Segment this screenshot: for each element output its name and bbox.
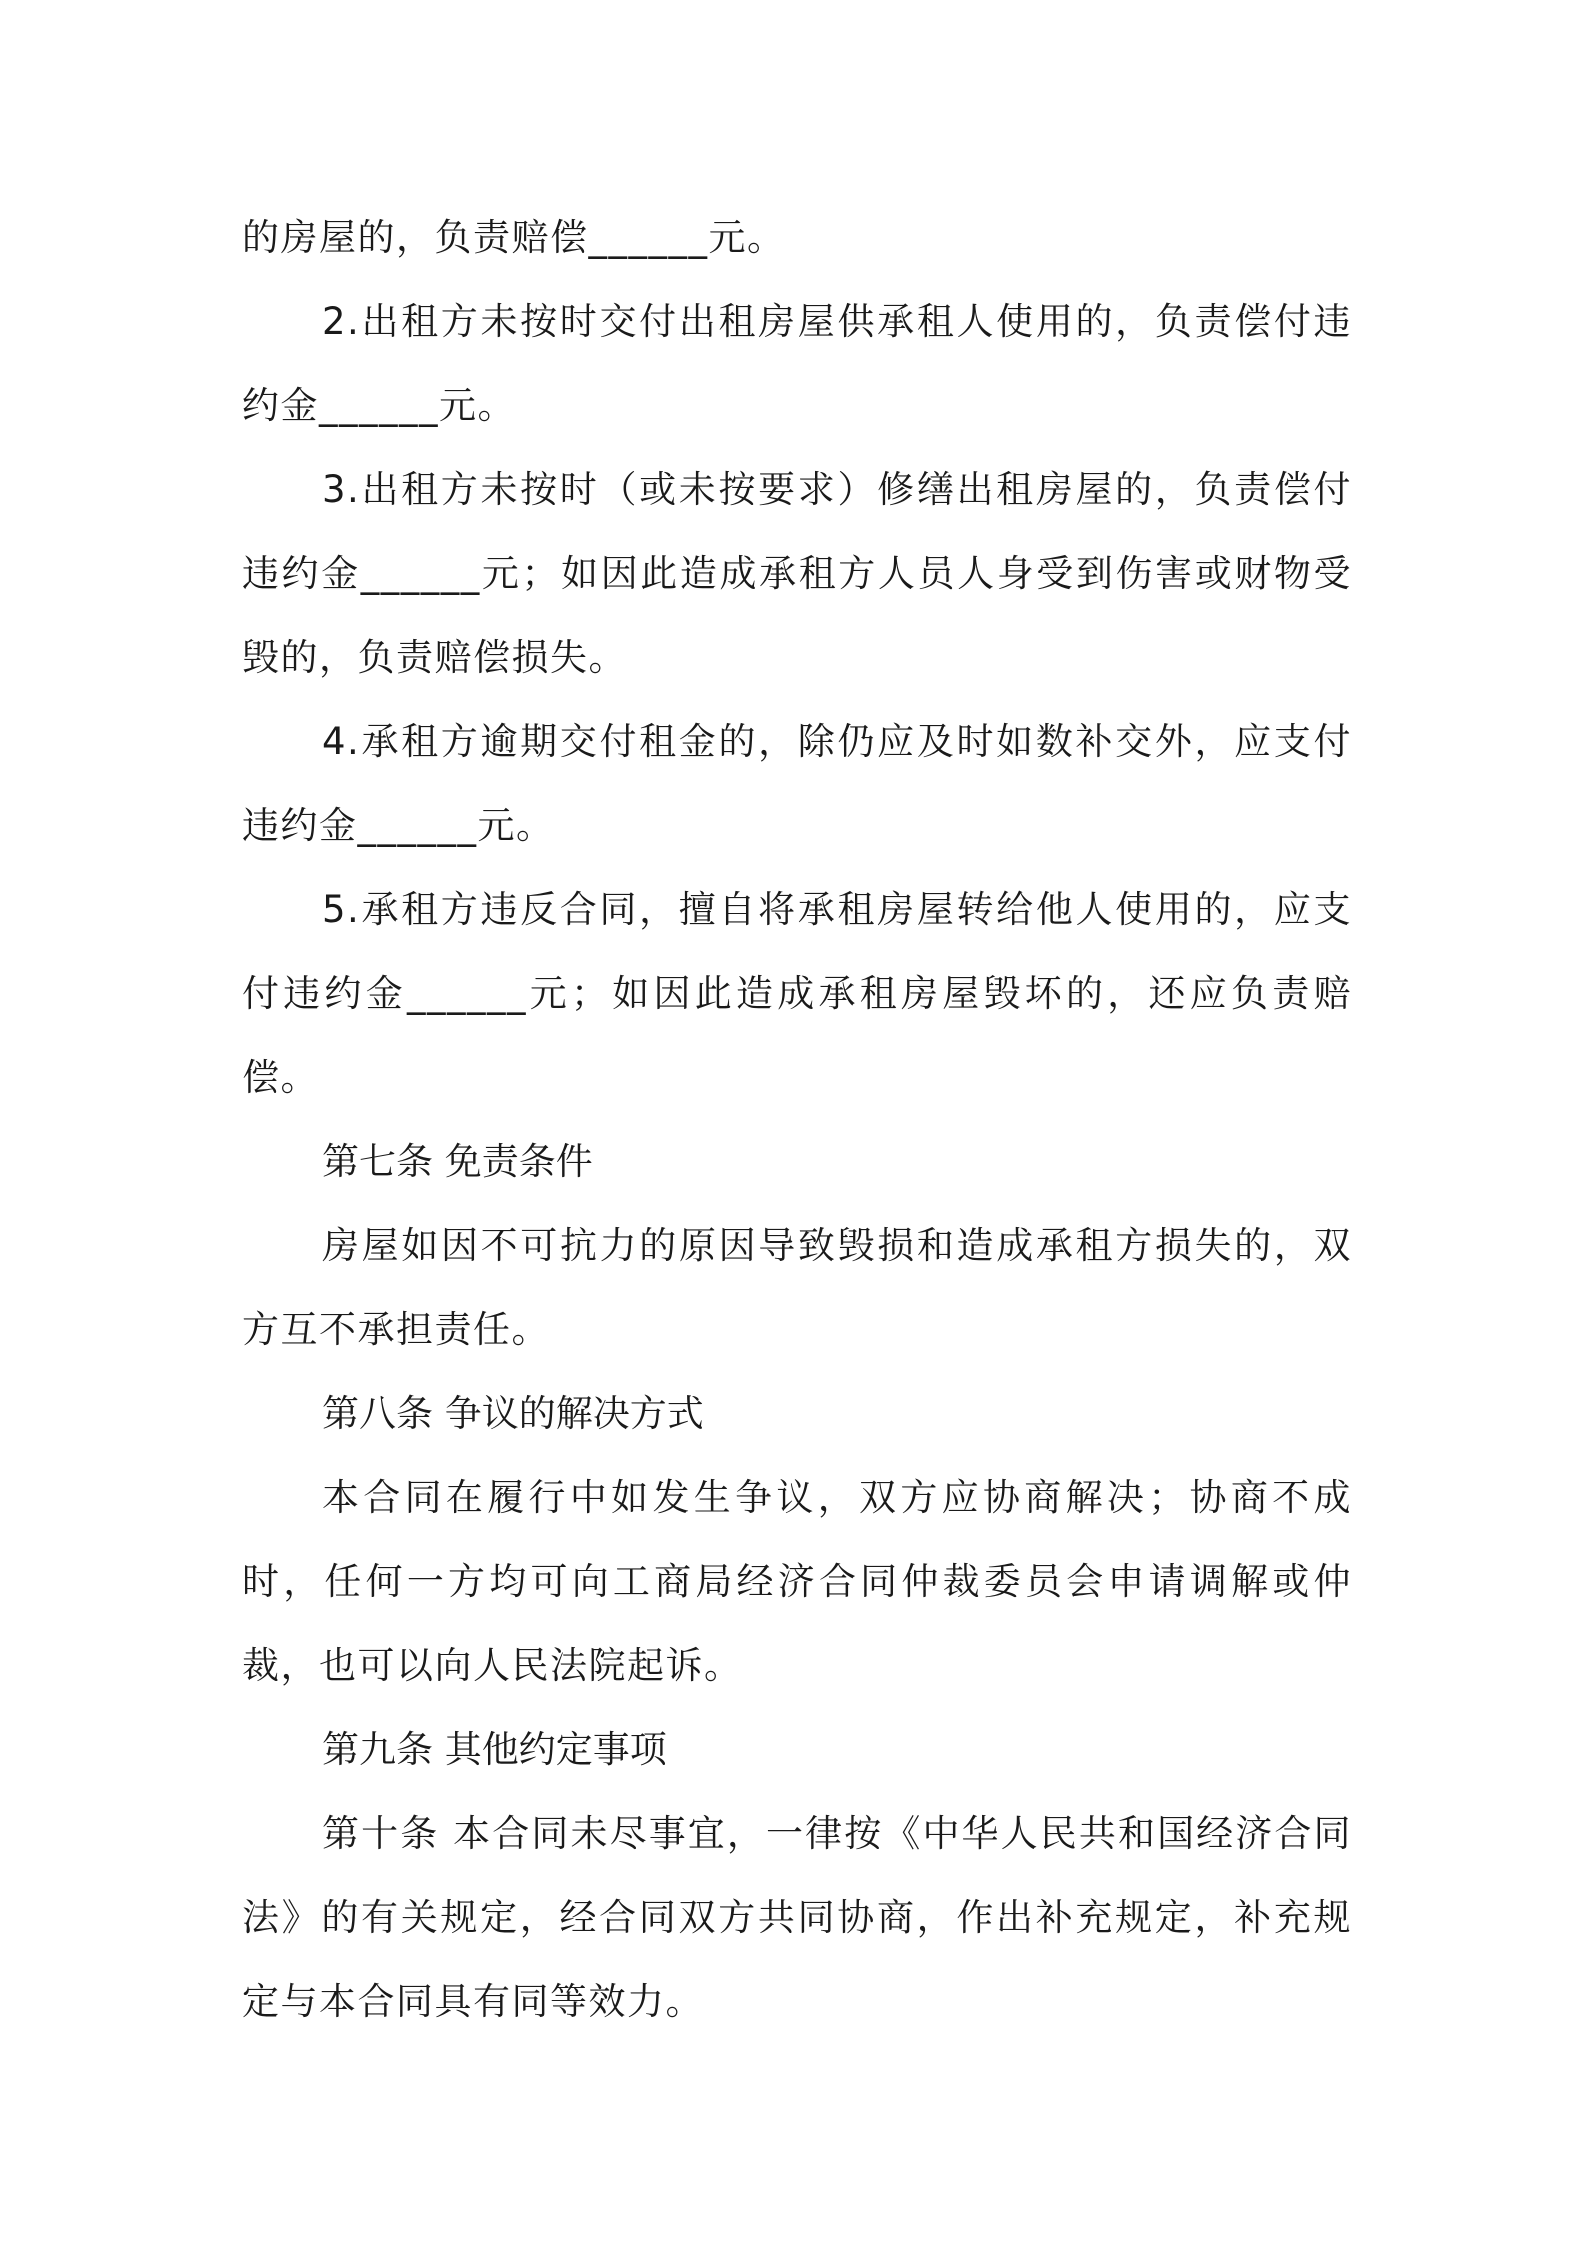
article-9-heading: 第九条 其他约定事项 <box>322 1728 667 1771</box>
paragraph-clause-2: 2.出租方未按时交付出租房屋供承租人使用的，负责偿付违约金______元。 <box>242 300 1352 427</box>
article-7-body: 房屋如因不可抗力的原因导致毁损和造成承租方损失的，双方互不承担责任。 <box>242 1224 1352 1351</box>
contract-body <box>242 196 1352 2044</box>
article-8-body: 本合同在履行中如发生争议，双方应协商解决；协商不成时，任何一方均可向工商局经济合同仲裁委员会申请调解或仲裁，也可以向人民法院起诉。 <box>242 1476 1352 1687</box>
article-10-body: 第十条 本合同未尽事宜，一律按《中华人民共和国经济合同法》的有关规定，经合同双方共同协商，作出补充规定，补充规定与本合同具有同等效力。 <box>242 1812 1352 2023</box>
paragraph-clause-3: 3.出租方未按时（或未按要求）修缮出租房屋的，负责偿付违约金______元；如因此造成承租方人员人身受到伤害或财物受毁的，负责赔偿损失。 <box>242 468 1352 679</box>
article-7-heading: 第七条 免责条件 <box>322 1140 593 1183</box>
article-8-heading: 第八条 争议的解决方式 <box>322 1392 704 1435</box>
paragraph-clause-5: 5.承租方违反合同，擅自将承租房屋转给他人使用的，应支付违约金______元；如因此造成承租房屋毁坏的，还应负责赔偿。 <box>242 888 1352 1099</box>
paragraph-clause-4: 4.承租方逾期交付租金的，除仍应及时如数补交外，应支付违约金______元。 <box>242 720 1352 847</box>
paragraph-continuation: 的房屋的，负责赔偿______元。 <box>242 216 786 259</box>
